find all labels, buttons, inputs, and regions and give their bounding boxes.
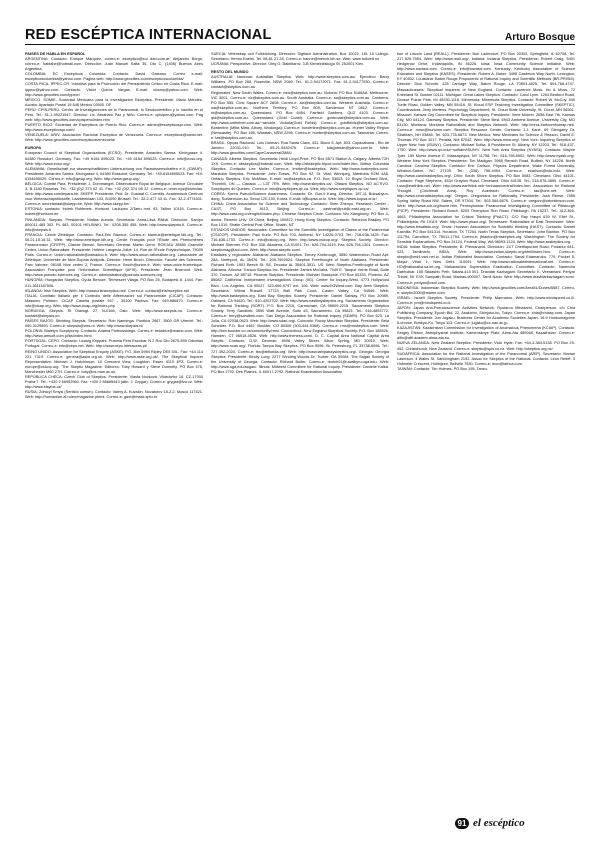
page-header xyxy=(25,29,575,45)
directory-entry: FRANCIA: Cercle Zététique. Contacto: Paul-Eric Blanrue. Correo-e: blanrue@zetetique.ldh.org. Tel.: 06.21.15.15.31. Web: http://www.zetetique.ldh.org. Cercle Français pour l'Étude des Phénomènes Paranormaux (CFEPP). Claude Benski. Secretario General: Martin Gerin. ROEJAU 38550 Granville Cedex. Union Rationaliste. Presidente: Hélène Langevin-Joliot. 14, Rue de l'École Polytechnique, 75005 Paris. Correo-e: Union.rationaliste@wanadoo.fr. Web: http://www.union-rationaliste.org. Laboratoire de Zététique. Université de Nice-Sophia Antipolis. Director: Henri Broch. Dirección: Faculté des Sciences, Parc Valrose, 06108 Nice cedex 2, France. Correo-e: Broch@unice.fr. Web: www.unice.fr/zetetique. Association Française pour l'Information Scientifique (AFIS). Presidente: Jean Bricmont. Web: http://www.pseudo-sciences.org. Correo-e: administration@pseudo-sciences.org xyxy=(25,232,203,278)
directory-entry: INDIA: Indian Skeptics. Presidente: B. Premanand. Dirección: 11/7 Chettiapuram Road, Podanur 641-023, Tamilnadu, INDIA. Web: http://www.indian-skeptic.org/html/index.htm. Correo-e: skeptic@md4.vsnl.net.in. Indian Rationalist Association. Contacto: Sanal Edamaruku. 779, Pocket 5, Mayur Vihar 1, New Delhi 110091. Web: http://www.rationalistinternational.net. Correo-e: HO@rationalist.sa.int.org. Maharashtra Superstition Eradication Committee. Contacto: Narendra Dabholkar. 155 Sadashiv Peth, Satara-415 001. Dravidar Kazhagam. Secretario: K. Veeramani. Periyar Thidal, 50. EVK Sampath Road, Madras-600007. Tamil Nadu. Web: http://www.dravidarkazhagam.com/. Correo-e: periyar@vsnl.com. xyxy=(397,244,575,285)
directory-entry: RUSIA: Zdravyi Smysl (Sentido común). Contacto: Valery A. Kuvakin. Novatorov 18-2-2. Moscú 117421. Web: http://humanism.al.ru/en/magazine.phtml. Correo-e: gam@mask.sptu.ru xyxy=(25,390,203,400)
directory-entry: Estatales y regionales: Alabama: Alabama Skeptics. Emory Kimbrough, 3550 Watermelon Road Apt. 28A, Northport, AL 35476. Tel.: 205-7592624. Skeptics Freethought of North Alabama. Presidente: Richard Roth. 1901 Beech St. SE, Decatur AL 35601-3511. US. Web: Skeptics-Freethought of North Alabama. Arizona: Tucson Skeptics Inc. Presidente: James McGaha. 7049 E. Tanque Verde Road, Suite 370, Tucson, AZ 85715. Phoenix Skeptics. Presidente: Michael Stackpole. PO Box 60333, Phoenix, AZ 85082. California: Independent Investigations Group (IIG). Center for Inquiry-West, 4773 Hollywood Blvd., Los Angeles, CA 90027. 323-666-9797 ext. 106. Web: www.IIGWest.com. Bay Area Skeptics. Secretaria: Wilma Russell. 17723 Ball Park Court, Castro Valley, CA 94546. Web: http://www.baskeptics.org. East Bay Skeptics Society. Presidente: Daniel Sabsay. PO Box 20989, Oakland, CA 94620. Tel.: 510-4202702. Web: http://www.eastbayskeptics.org. Sacramento Organization for Rational Thinking (SORT). P.O. Box 2215, Carmichael, CA 95609-2215. Sacramento Skeptics Society. Terry Sandbek. 3550 Watt Avenue, Suite #3, Sacramento, CA 95821. Tel.: 916-4893772. Correo-e: terry@sandbek.com. San Diego Association for Rational Inquiry (SDARI). PO Box 623, La Jolla, CA 92038-0623. Web: http://www.sdari.org/. Colorado: Rocky Mountain Skeptics. Presidente: Bela Scheiber. P.O. Box 4482, Boulder, CO 80306 (303-444-5368). Correo-e: rms@rmskeptics.com. Web: http://bcn.boulder.co.us/community/rms/. Connecticut: New England Skeptical Society. P.O. Box 185526, Hamden, CT 06518-0526. Web: http://www.theness.com/. D. C. Capital Area National Capital Area Skeptic. Contacto: D.W. Denman. 8006 Valley Street, Silver Spring, MD 20910. Web: http://www.ncas.org/. Florida: Tampa Bay Skeptics. PO Box 5096, St. Petersburg, FL 33738-5096. Tel.: 727-392-2020. Correo-e: tbs@tbflorida.org. Web: http://www.tampabayskeptics.org/. Georgia: Georgia Skeptics. Presidente: Becky Long. 2277 Winding Woods Dr. Tucker, GA 30084. The Sagan Society of the University of Georgia. Contacto: Richard Butler. Correo-e: rbutch01@uwalkyru.uga.edu. Web: http://www.uga.edu/sagan/. Illinois: Midwest Committee for Rational Inquiry. Presidente: Danielle Kafka. PO Box 2792, Des Plaines, IL 60017-2792. Rational Examination Association xyxy=(211,253,389,374)
directory-entry: BRASIL: Opçao Racional. Luis Gutman. Rua Santa Clara, 431. Bloco 5, Apt. 803. Copacabana - Rio de Janeiro 22041-010. Tel.: 55-21-5482476. Correo-e: luisgutman@yahoo.com.br. Web: http://www.geocities.com/CapeCanaveral/2884/ xyxy=(211,141,389,156)
page-number-badge: 91 xyxy=(455,818,469,829)
directory-entry: BÉLGICA: Comité Para. Presidente: J. Dommanget. Observatoire Royal de Belgique, Avenue Circulaire 3, B-1180 Bruselas. Tel.: +32 (0)2 373 02 41. Fax: +32 (0)2 374 98 22. Correo-e: omer.nys@ksmvlas. Web: http://www.comitepara.be. SKEPP. Presidente: Prof. Dr. Gustaaf C. Cornelis. Academisch Centrum voor Wetenschapsfilosofie, Laarbeeklaan 103, B1090 Brussel. Tel.: 32-2-477 43 11. Fax: 32-2-4774301. Correo-e: secretariaat@skepp.be. Web: http://www.skepp.be/ xyxy=(25,181,203,207)
directory-entry: VENEZUELA: ARIV. Asociación Racional Escéptica de Venezuela. Correo-e: escepticos@cantv.net. Web: http://www.geocities.com/escepticosvenezuela/ xyxy=(25,133,203,143)
directory-entry: PUERTO RICO: Sociedad de Escépticos de Puerto Rico. Correo-e: admin@escepticospr.com. Web: http://www.escepticospr.com/. xyxy=(25,123,203,133)
directory-entry: TAIWÁN: Contacto: Tim Holmes. PO Box 195, Tanzu. xyxy=(397,366,488,371)
directory-entry: COREA: Korea PseudoScience Awareness. Contacto: Dr. Gun-Il Kang, Director, 187-11 Buksahyun-dong, Sudaemoon-ku, Seoul 120-190, Korea. E-mail: t@kopsa.or.kr. Web: http://www.kopsa.or.kr/ xyxy=(211,192,389,202)
directory-entry: Regionales: New South Wales. Correo-e: nsw@skeptics.com.au. Victoria: PO Box 5166AA. Melbourne, VIC 3001. Correo-e: vic@skeptics.com.au. South Australia. Correo-e: sa@skeptics.com.au. Canberra. PO Box 555, Civic Square ACT 2608. Correo-e: act@skeptics.com.au. Western Australia. Correo-e: wa@skeptics.com.au. Northern Territory. PO Box 809, Sanderson NT 0812. Correo-e: nt@skeptics.com.au. Queensland. PO Box 6454. Fairfield Gardens. QLD 4103. Correo-e: qld@skeptics.com.au. Queensland (Gold Coast): Correo-e: goldcoast@skeptics.com.au. Web: http://www.ontheinet.com.au/~winckle. Victoria(Gold Fields): Correo-e: goldfields@skeptics.com.au. Borderline (Mitta Mitta, Albury, Wodonga): Correo-e: borderline@skeptics.com.au. Hunter Valley Region (Newcastle). PO Box 166, Waratah, NSW 2298. Correo-e: hunter@skeptics.com.au. Tasmania: Correo-e: tas@skeptics.com.au. xyxy=(211,90,389,141)
directory-entry: ESTONIA: contacto: Indrek Rohtmets. Horisont. Laulupeo 2/Tartu mnt. 63, Tallinn 10115. Correo-e: indrek@horisont.ee xyxy=(25,207,203,217)
author-name: Arturo Bosque xyxy=(505,32,575,43)
directory-entry: MÉXICO. SOMIE. Sociedad Mexicana para la Investigación Escéptica. Presidente: Mario Méndez-Acosta. Apartado Postal 19-546 México 03900. DF. xyxy=(25,97,203,107)
directory-entry: European Council of Skeptical Organizations (ECSO). Presidente: Amardeo Sarma. Kirchgasse 4. 64380 Rossdorf, Germany. Fax: +49 6154 695023. Tel.: +49 6154 695023. Correo-e: info@ecso.org. Web: http://www.ecso.org/ xyxy=(25,151,203,166)
directory-entry: FINLANDIA: Skepsis. Presidente: Matias Aunola. Secretaria: Anna-Liisa Räihä. Dirección: Sampo 800011-465 302. PL 483, 00101 HELSINKI. Tel.: 0208-355 455. Web: http://www.skepsis.fi. Correo-e: info@skepsis.fi xyxy=(25,217,203,232)
directory-entry: CHINA: China Association for Science and Technology. Contacto: Shen Zhenyu. Research Center - CAST, PO Box 8113, Beijing. Correo-e: castrcsf@public.east.org.cn. Web: http://www.cast.org.cn/english/index.php. Chinese Skeptics Circle. Contacto: Wu Xianghong. PO Box 4-doctor, Renmin Univ. Of China, Beijing 100872. Hong Kong Skeptics. Contacto: Rebecca Bradley. PO Box 1010, Shatin Central Post Office, Shatin, NT. xyxy=(211,202,389,227)
directory-entry: UCRANIA: Perspective. Director: Oleg G. Bakhtiarov. 3-B Khmelnitskogo St. 252001 Kiev. xyxy=(211,62,364,67)
directory-entry: NORUEGA: Skepsis. St Olavsgt. 27, N-0166, Oslo. Web: http://www.skepsis.no. Correo-e: kontakt@skepsis.no xyxy=(25,308,203,318)
section-heading: EUROPA xyxy=(25,146,42,151)
directory-entry: KAZAJISTÁN: Kazakhstan Commission for Investigation of Anomalous Phenomena (KCIAP). Contacto: Sergey Efimov, Astrophysical Institute, Kamenskoye Plato, Alma-Ata 480068, Kazakhstan. Correo-e: alfin@affi.academ.alma-ata.su. xyxy=(397,326,575,341)
directory-entry: NUEVA ZELANDA: New Zealand Skeptics. Presidente: Vicki Hyde. Fax: +64-3-384-5138. PO Box 29-492, Christchurch, New Zealand. Correo-e: skeptic@spis.co.nz. Web: http://skeptics.org.nz/. xyxy=(397,341,575,351)
magazine-name: el escéptico xyxy=(473,817,525,829)
directory-entry: PORTUGAL: CEPO. Contacto: Ludwig Krippahl. Praceta Pero Escobar, N 2 Roc Dto 2675-599 Odivelas Portugal. Correo-e: info@cepo.net. Web: http://www.cepo.interaceas.pt/ xyxy=(25,339,203,349)
directory-entry: SUECIA: Vetenskap och Folkbildning. Dirección: Sigtlach Administration, Box 10022, 181 10 Lidingö. Secretario: Henno Eaelm. Tel. 08-81 21 28. Correo-e: hanne@meech.ldh.se. Web: www.folkvett.nu xyxy=(211,52,389,62)
text-column-2 xyxy=(211,52,389,817)
page-title: RED ESCÉPTICA INTERNACIONAL xyxy=(25,27,272,43)
directory-entry: SUDÁFRICA: Association for the Rational Investigation of the Paranormal (ARIP). Secretario: Marian Laserson. 4 Wales St. Sandringham 2192. Assoc for Skeptics of the Rational. Contacto: Leon Retief. 3 Hofmeier Crescent, Hofwijzen, Bellville 7530. Correo-e: leon@iafrica.com. xyxy=(397,351,575,366)
directory-entry: REPÚBLICA CHECA: Czech Club of Skeptics. Presidente: Vlasta Novková. Vlkáckého 16, CZ-17000 Praha 7. Tel.: +420 2 66952960. Fax: +420 2 86685443 (attn. J. Grygar). Correo-e: grygar@fzu.cz. Web: http://www.sisyfos.cz/ xyxy=(25,374,203,390)
directory-entry: PERÚ: CPIS-PERÚ. Centro de Investigaciones de lo Paranormal, lo Seudocientífico y lo Insólito en el Perú. Tel.: 51-1-99221547. Director: Lic. Abraham Paz y Niño. Correo-e: cpisiperu@yahoo.com. Pag web: http://www.geocities.com/cpisperu/index.htm xyxy=(25,107,203,123)
section-heading: PAÍSES DE HABLA EN ESPAÑOL xyxy=(25,52,86,56)
directory-entry: ISRAEL: Israeli Skeptics Society. Presidente: Philip Marmaros. Web: http://www.mindspeed.co.il/. Correo-e: pm@mindspeed.co.il. xyxy=(397,295,575,305)
directory-entry: REINO UNIDO: Association for Skeptical Enquiry (ASKE). P.O. Box 5994 Ripley DE5 3XL. Fax: +44 114 221 7319. Correo-e: genera@aske.org.uk. Web: http://www.aske.org.uk/. The Skeptical Inquirer Representative: Michael J. Hutchinson. 10 Crescent View, Loughton, Essex IG10 4PZ. Correo-e: europe@csicop.org. 'The Skeptic Magazine: Editores: Toby Howard y Steve Donnelly. PO Box 475, Manchester M60 2TH. Correo-e: toby@cs.man.ac.uk. xyxy=(25,349,203,374)
text-columns xyxy=(25,52,575,817)
directory-entry: PAÍSES BAJOS: Stichting Skepsis. Secretario: Rob Nanninga. Postbus 2667, 3500 GR Utrecht. Tel.: 050-3129893. Correo-e: skepsis@wxs.nl. Web: http://www.skepsis.nl/ xyxy=(25,319,203,329)
page-footer xyxy=(455,816,580,830)
directory-entry: tion of Lincoln Land (REALL). Presidente: Bob Ladendorf. PO Box 20302, Springfield, IL 62708. Tel. 217-525-7554. Web: http://www.reall.org/. Indiana: Indiana Skeptics. Presidente: Robert Craig. 5401 Hedgerow Drive, Indianapolis, IN 46226. Iowa: Iowa Community Science Initiative. Web: http://www.iowasci.com. Correo-e: info@iowasci.com. Kentucky: Kentucky Association of Science Educators and Skeptics (KASES). Presidente: Robert A. Baker. 3495 Castleton Way North, Lexington, KY 40502. Louisiana: Baton Rouge Proponents of Rational Inquiry and Scientific Methods (BR-PRISM). Director: Dick Schroth. 425 Carriage Way, Baton Rouge, LA 70803-4825. Tel. 504-766-4747. Massachussets: Skeptical Inquirers of New England. Contacto: Laurence Moss. Ho & Moss, 72 Kneeland St. Boston 02111. Michigan: Great Lakes Skeptics. Contacto: Carol Lynn. 1264 Bedford Road, Grosse Pointe Park, MI 48230-1116. Minnesota: Minnesota Skeptics. Contacto: Robert W. McCoy. 549 Turtle Road, Golden Valley, MN 55416. St. Kloud ESP Teaching Investigation Committee (SKEPTIC). Coordinadora: Jerry Mertens. Psychology Department, St. Cloud State University, St. Cloud, MN 56301. Missouri: Kansas City Committee for Skeptical Inquiry. Presidente: Verle Muhrer. 2658 East 7th, Kansas City, MO 64124. Gateway Skeptics. Presidente: Steve Best. 6943 Amherst Avenue, University City, MO 63130. Montana: Montana Rationalists and Skeptics Network. Web: http://mrss.burtoomhomap.net/. Correo-e: mrsn@burtoom.com. Skeptics Resource Center. Contacto: J.J. Kane. 69 Glengarry Dr. Stratham, NH 03885. Tel. 603-778-6873. New Mexico: New Mexicans for Science & Reason. David E. Thomas. PO Box 1017, Peralta, NM 87042. Web: http://www.nmsr.org/. New York: Inquiring Skeptics of Upper New York (ISUNY). Contacto: Michael Sofka. 8 Providence St. Albany, NY 12203. Tel.: 518-437-1750. Web: http://www.rpi.edu/~sofkam/ISUNY/. New York Area Skeptics (NYASk). Contacto: Wayne Tyler. 159 Morse Avenue E. Massapequa, NY 11758. Tel.: 516-798-6902. Web: http://www.nyask.org/. Western New York Skeptics. Presidente: Tim Madigan. 3965 Rensch Road, Buffalo, NY 14228. North Carolina: Carolina Skeptics. Contacto: Eric Carlson, Physics Department, Wake Forest University, Winston-Salem, NC 27109. Tel.: (336) 758-4994. Correo-e: ecarlson@wfu.edu. Web: http://www.carolinaskeptics.org/. Ohio: South Shore Skeptics. PO Box 5083, Cleveland, Ohio 44101. Contacto: Page Stephens. 4534 Grayton Road, Cleveland, Ohio 44135. Tel.: 216-676-4859. Correo-e: t.sss@earthlink.net. Web: http://www.earthlink.net/~lenhaan/central/index.htm. Association for Rational Thought (Cincinnati Area). Roy Auerbach. Correo-e: rau@one.net. Web: http://www.cincinatiskeptics.org/. Oregon: Oregonians for Rationality. Presidente: Josh Reese. 7555 Spring Valley Road NW, Salem, OR 97304. Tel.: 503-364-6676. Correo-e: oregonr@ortonkinson.com. Web: http://www.o4r.org/home.htm. Pennsylvania: Paranormal Investigating Committee of Pittsburgh (PICP). Presidente: Richard Busch. 8209 Thompson Run Road, Pittsburgh, PA 15237. Tel.: 412-366-4663. Philadelphia Association for Critical Thinking (PhACT). C/O Ray Haupt 639 W. Ellet St., Philadelphia, PA 19119. Web: http://www.phact.org/. Tennessee: Rationalists of East Tennessee. Web: http://www.ibrsaltsts.org/. Texas: Houston Association for Scientific thinking (HAST). Contacto: Darrell Kachilla. PO Box 541314. Houston, TX 77254. North Texas Skeptics. Secretario: John Blanton. PO Box 111794, Carrollton, TX 75011-1794. Correo-e: jblanton@ntskeptics.org. Washington: The Society for Sensible Explanations. PO Box 24124, Federal Way, WA 98093-1124. Web: http://www.ssskeptics.org. xyxy=(397,52,575,244)
directory-entry: CANADÁ: Alberta Skeptics. Secretaria: Heidi Lloyd-Price. PO Box 5571 Station A, Calgary, Alberta T2H 1X9. Correo-e: abskeptics@hotmail.com. Web: http://abskeptic.tripod.com/index.htm. British Columbia Skeptics. Contacto: Lee Moller. Correo-e: lmoller@bcskeptics. Web: http://www.bcskeptics.com/. Manitoba Skeptics. Presidente: John Toews. PO Box 92, St. Vital, Winnipeg, Manitoba R2M 4A5. Ontario Skeptics. Eric McMillan. E-mail: os@skeptics.ca. P.O. Box 33003, 10 Royal Orchard Blvd., Thornhill, ON — Canada — L3T 7R9. Web: http://www.skeptics.ca/. Ottawa Skeptics. NO ACTIVO. Sceptiques du Quebec. Correo-e: info@sceptiques.qc.ca. Web: http://www.sceptiques.qc.ca/ xyxy=(211,156,389,192)
directory-entry: IRLANDA: Irish Skeptics. Web: http://www.irishsceptics.net/. Correo-e: contact@irishsceptics.net xyxy=(25,288,190,293)
directory-entry: ARGENTINA: Contacto: Enrique Márquez, correo-e: escéptico@sui dad.com.ar; Alejandro Borgo, correo-e: hablahe@hotmail.com. Dirección: Juan Manuel Salta 35, Dto C, (1406) Buenos Aires Argentina. xyxy=(25,57,203,72)
text-column-1 xyxy=(25,52,203,817)
text-column-3 xyxy=(397,52,575,817)
directory-entry: ALEMANIA: Gesellschaft zur wissenschaftlichen Untersuchung von Parawissenschaften e.V. (GWUP). Presidente: Amardeo Sarma. Kirchgasse 4, 64380 Rossdorf, Germany. Tel.: +49-6154695023. Fax: +49-6154695029. Correo-e: info@gwup.org. Web: http://www.gwup.org/ xyxy=(25,166,203,181)
section-heading: RESTO DEL MUNDO xyxy=(211,70,249,75)
directory-entry: COSTA RICA. IPPEC-CR. Iniciativa para la Promoción del Pensamiento Crítico en Costa Rica. E-mail: ippecr@yahoo.com. Contacto: Victor Quirós Vargas. E-mail: vicsmy@yahoo.com. Web: http://www.geocities.com/ippecr/ xyxy=(25,82,203,97)
directory-entry: INDONESIA: Indonesian Skeptics Society. Web: http://www.geocities.com/Area51/Dunes/5587. Correo-e: skeptic2000@mame.com. xyxy=(397,285,575,295)
directory-entry: ITALIA: Comitato Italiano per il Controllo delle Affermazioni sul Paranormale (CICAP). Contacto: Massimo Polidoro. CICAP Casella postale 947 - 35100 Padova. Fax: 049-686870. Correo-e: info@cicap.org. Web: http://www.cicap.org/index.php xyxy=(25,293,203,308)
directory-entry: COLOMBIA: EC Escépticos Colombia. Contacto: David Galeano. Correo e-mail: escepticoscolombia@yahoo.com. Página web: http://www.geocities.com/escepticoscolombia/ xyxy=(25,72,203,82)
directory-entry: HUNGRÍA: Hungarian Skeptics. Gyula Bencze. Termeszet Vilaga, PO Box 25, Budapest 8, 1444. Fax: 011-3611187506. xyxy=(25,278,203,288)
directory-entry: POLONIA: Bialetyn Sceptyczny. Contacto: Adama Piotrowskiego. Correo-e: redaktor@mamo.com. Web: http://www.amsoft.com.pl/bs/index.html. xyxy=(25,329,203,339)
directory-entry: JAPÓN: Japan Anti-Pseudoscience Activities Network. Ryutarou Minakami, Chairperson, c/o Chia Publishing Company, Epoch Bld. 22, Asakicho, Shinjuku-ku, Tokyo. Correo-e: chia@chiasp.com. Japan Skeptics. Presidente: Jun Jugaku. Business Center for Academic Societies Japan. 16-9 Honkomagome 5-chome, Bunkyo-Ku, Tokyo 113. Correo-e: jugaku@cc.nao.ac.jp. xyxy=(397,305,575,326)
directory-entry: ESTADOS UNIDOS: Nacionales: Committee for the Scientific Investigation of Claims of the Paranormal (CSICOP). Presidente: Paul Kurtz. PO Box 703, Amherst, NY 14226-0703. Tel.: 716-636-1425. Fax: 716-636-1733. Correo-e: info@csicop.org. Web: http://www.csicop.org/. Skeptics Society. Director: Michael Shermer. P.O. Box 338, Altadena, CA 91001. Tel.: 626-794-3119. Fax: 626-794-1301. Correo-e: skepticmag@aol.com. Web: http://www.skeptic.com/. xyxy=(211,227,389,252)
directory-entry: AUSTRALIA: Nacional: Australian Skeptics. Web: http://www.skeptics.com.au/. Ejecutivo: Barry Williams. PO Box 268, Roseville, NSW 2069. Tel.: 61-2-94172071. Fax: 61-2-94177930. Correo-e: contact@skeptics.com.au xyxy=(211,75,389,90)
